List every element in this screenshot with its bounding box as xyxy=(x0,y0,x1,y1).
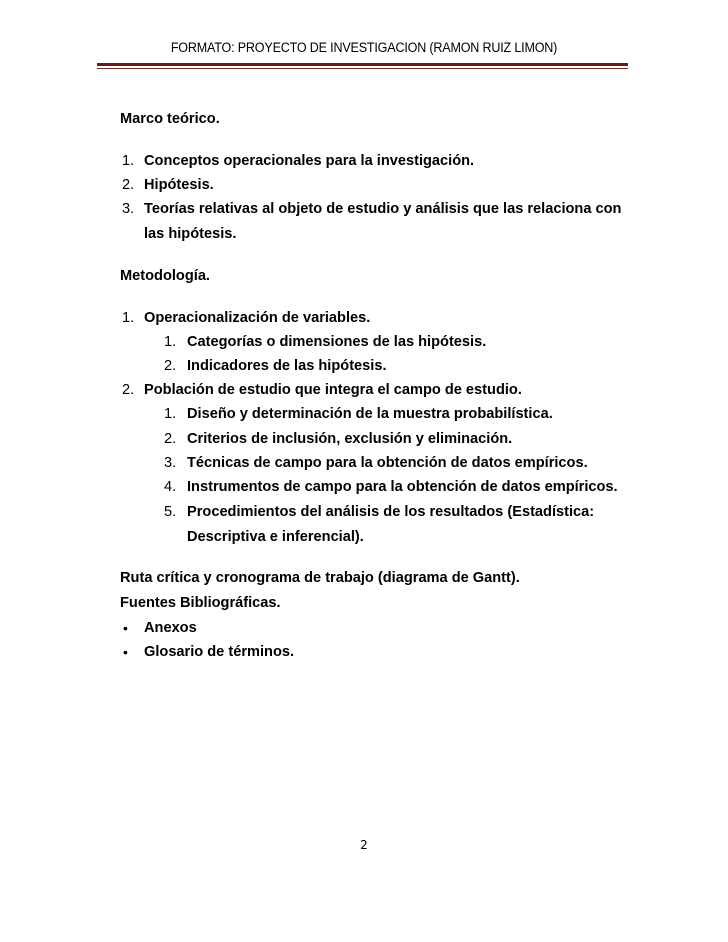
list-number: 3. xyxy=(122,201,135,217)
list-item: Anexos xyxy=(144,620,197,636)
list-number: 2. xyxy=(122,382,135,398)
sublist-item: Indicadores de las hipótesis. xyxy=(187,358,387,374)
section-title: Ruta crítica y cronograma de trabajo (diagrama de Gantt). xyxy=(120,570,520,586)
sublist-item: Criterios de inclusión, exclusión y eliminación. xyxy=(187,431,513,447)
section-title: Fuentes Bibliográficas. xyxy=(120,595,281,611)
list-item: Conceptos operacionales para la investigación. xyxy=(144,153,475,169)
sublist-item-continuation: Descriptiva e inferencial). xyxy=(187,529,364,545)
sublist-number: 4. xyxy=(164,479,177,495)
sublist-number: 1. xyxy=(164,334,177,350)
sublist-item: Diseño y determinación de la muestra probabilística. xyxy=(187,406,553,422)
section-title: Metodología. xyxy=(120,268,210,284)
list-number: 1. xyxy=(122,153,135,169)
sublist-number: 2. xyxy=(164,431,177,447)
list-item: Glosario de términos. xyxy=(144,644,295,660)
sublist-item: Procedimientos del análisis de los resultados (Estadística: xyxy=(187,504,595,520)
sublist-number: 2. xyxy=(164,358,177,374)
list-number: 1. xyxy=(122,310,135,326)
bullet-dot-icon: • xyxy=(123,620,128,636)
list-item: Teorías relativas al objeto de estudio y análisis que las relaciona con xyxy=(144,201,622,217)
list-number: 2. xyxy=(122,177,135,193)
list-item-continuation: las hipótesis. xyxy=(144,226,237,242)
sublist-item: Técnicas de campo para la obtención de datos empíricos. xyxy=(187,455,588,471)
page-number: 2 xyxy=(360,838,368,852)
sublist-item: Categorías o dimensiones de las hipótesis. xyxy=(187,334,487,350)
sublist-item: Instrumentos de campo para la obtención de datos empíricos. xyxy=(187,479,618,495)
list-item: Operacionalización de variables. xyxy=(144,310,371,326)
sublist-number: 5. xyxy=(164,504,177,520)
sublist-number: 3. xyxy=(164,455,177,471)
section-title: Marco teórico. xyxy=(120,111,220,127)
list-item: Hipótesis. xyxy=(144,177,214,193)
sublist-number: 1. xyxy=(164,406,177,422)
bullet-dot-icon: • xyxy=(123,644,128,660)
header-rule-thick xyxy=(97,63,628,66)
list-item: Población de estudio que integra el campo de estudio. xyxy=(144,382,522,398)
header-title: FORMATO: PROYECTO DE INVESTIGACION (RAMON RUIZ LIMON) xyxy=(170,40,558,55)
header-rule-thin xyxy=(97,68,628,69)
